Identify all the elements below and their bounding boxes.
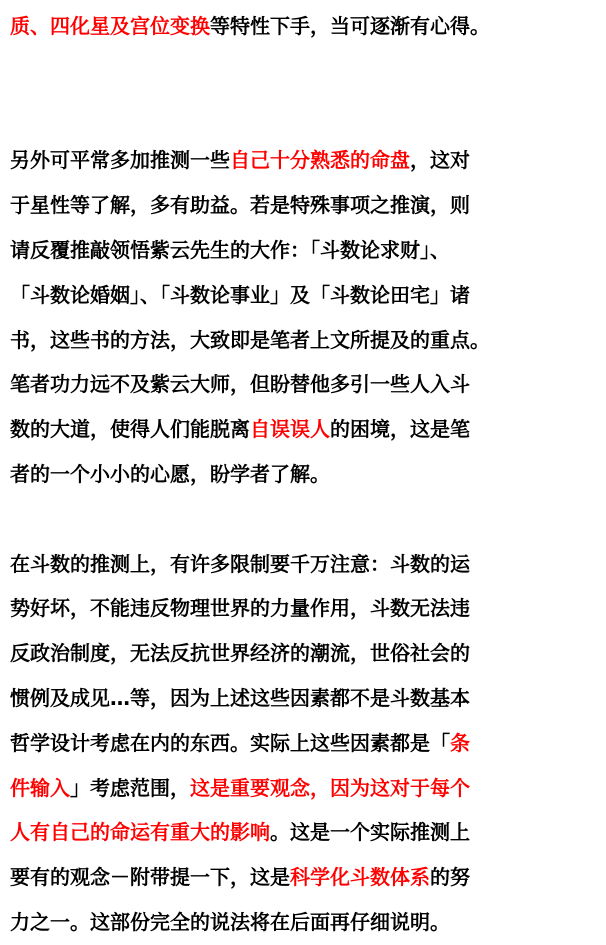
highlighted-text: 自误误人 [250, 417, 330, 442]
body-text: 在斗数的推测上，有许多限制要千万注意：斗数的运 [10, 551, 470, 576]
body-text: 哲学设计考虑在内的东西。实际上这些因素都是「 [10, 730, 450, 755]
text-line [10, 183, 596, 228]
text-line [10, 676, 596, 721]
body-text: 于星性等了解，多有助益。若是特殊事项之推演，则 [10, 193, 470, 218]
text-line [10, 273, 596, 318]
text-line [10, 407, 596, 452]
text-line [10, 721, 596, 766]
body-text: 的努 [430, 865, 470, 890]
text-line [10, 318, 596, 363]
highlighted-text: 这是重要观念，因为这对于每个 [190, 775, 470, 800]
body-text: 惯例及成见…等，因为上述这些因素都不是斗数基本 [10, 685, 470, 710]
text-line [10, 4, 596, 49]
body-text: 势好坏，不能违反物理世界的力量作用，斗数无法违 [10, 596, 470, 621]
text-line [10, 542, 596, 587]
body-text: 等特性下手，当可逐渐有心得。 [210, 14, 490, 38]
text-line [10, 631, 596, 676]
text-line [10, 362, 596, 407]
text-line [10, 766, 596, 811]
body-text: 另外可平常多加推测一些 [10, 148, 230, 173]
text-line [10, 900, 596, 945]
body-text: 数的大道，使得人们能脱离 [10, 417, 250, 442]
text-line [10, 810, 596, 855]
body-text: 「斗数论婚姻」、「斗数论事业」及「斗数论田宅」诸 [10, 282, 470, 307]
body-text: 。这是一个实际推测上 [270, 820, 470, 845]
paragraph-gap [10, 497, 596, 542]
paragraph-gap [10, 94, 596, 139]
text-line [10, 855, 596, 900]
highlighted-text: 自己十分熟悉的命盘 [230, 148, 410, 173]
highlighted-text: 科学化斗数体系 [290, 865, 430, 890]
text-line [10, 586, 596, 631]
highlighted-text: 人有自己的命运有重大的影响 [10, 820, 270, 845]
highlighted-text: 质、四化星及宫位变换 [10, 14, 210, 38]
paragraph-gap [10, 49, 596, 94]
body-text: 力之一。这部份完全的说法将在后面再仔细说明。 [10, 909, 450, 934]
body-text: 笔者功力远不及紫云大师，但盼替他多引一些人入斗 [10, 372, 470, 397]
body-text: ，这对 [410, 148, 470, 173]
highlighted-text: 条 [450, 730, 470, 755]
body-text: 请反覆推敲领悟紫云先生的大作：「斗数论求财」、 [10, 237, 450, 262]
body-text: 反政治制度，无法反抗世界经济的潮流，世俗社会的 [10, 641, 470, 666]
text-line [10, 138, 596, 183]
highlighted-text: 件输入 [10, 775, 70, 800]
body-text: 者的一个小小的心愿，盼学者了解。 [10, 461, 330, 486]
text-line [10, 452, 596, 497]
text-line [10, 228, 596, 273]
body-text: 的困境，这是笔 [330, 417, 470, 442]
body-text: 要有的观念－附带提一下，这是 [10, 865, 290, 890]
body-text: 书，这些书的方法，大致即是笔者上文所提及的重点。 [10, 327, 490, 352]
body-text: 」考虑范围， [70, 775, 190, 800]
